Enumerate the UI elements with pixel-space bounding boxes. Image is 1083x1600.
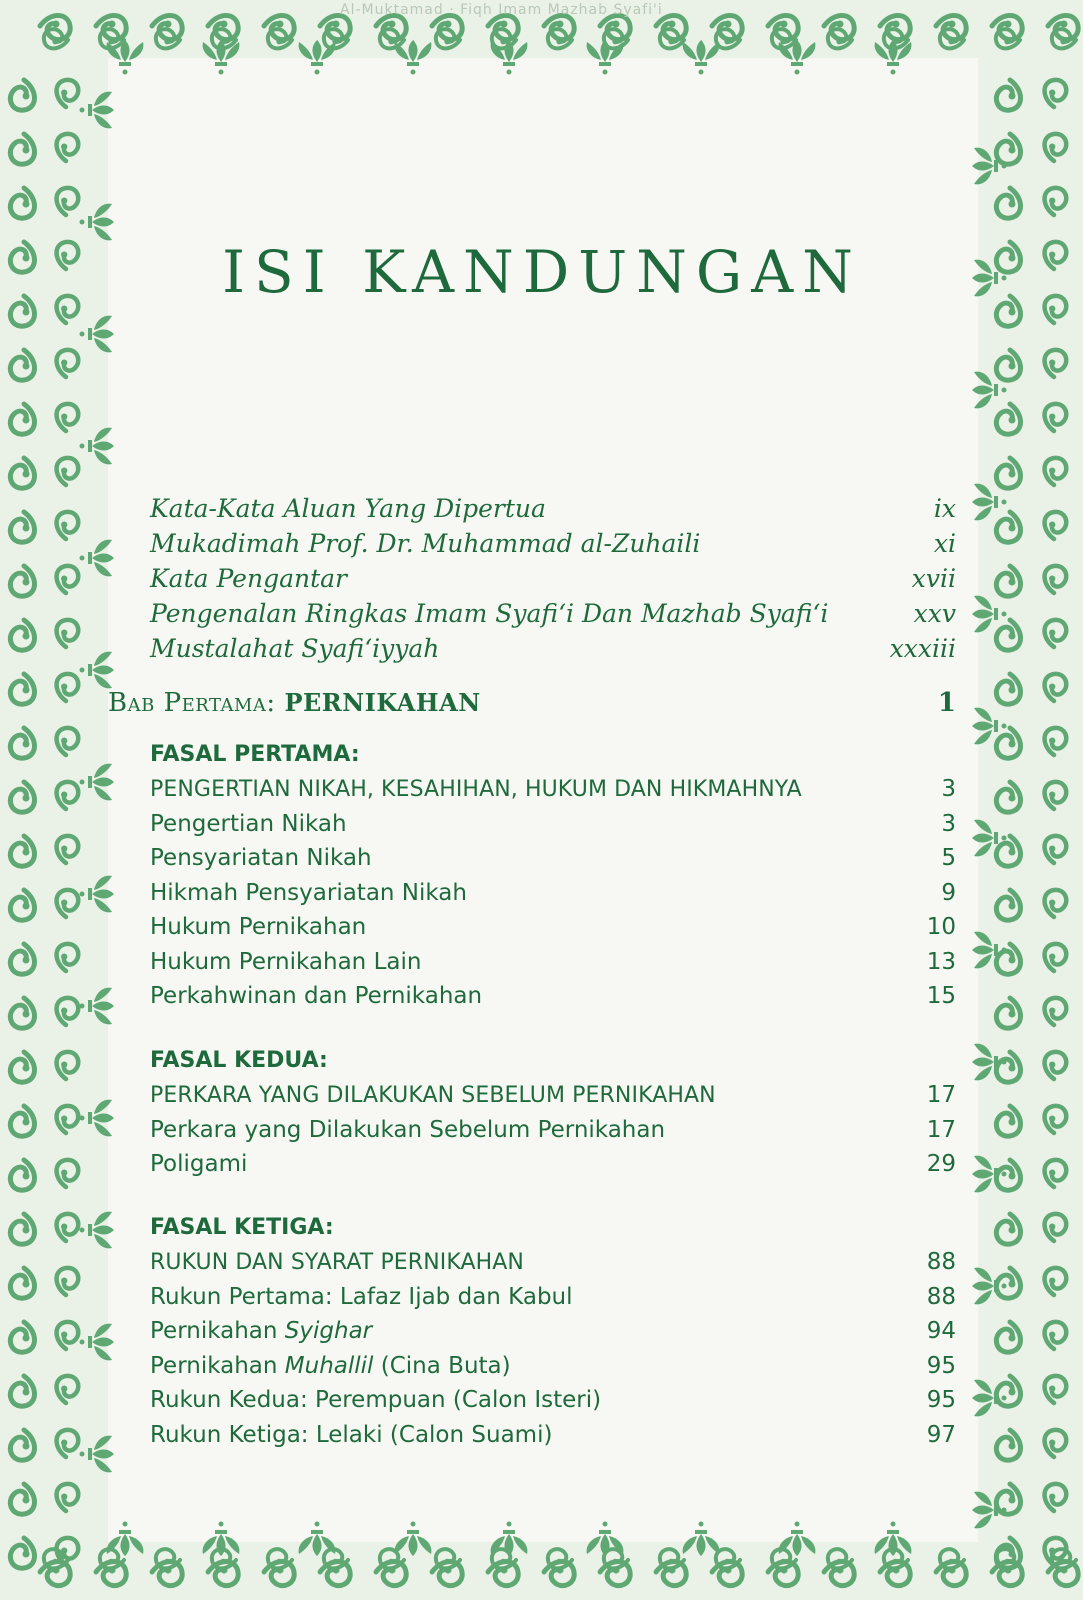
toc-entry-label (150, 979, 482, 1014)
toc-entry[interactable] (150, 807, 956, 842)
toc-entry-page: 29 (926, 1151, 956, 1177)
toc-entry-page: 9 (941, 879, 956, 906)
toc-section (150, 738, 956, 1014)
toc-section (150, 1044, 956, 1182)
toc-entry-text: Perkara yang Dilakukan Sebelum Pernikahan (150, 1116, 666, 1143)
toc-entry-label (150, 1280, 573, 1315)
toc-entry-page: ix (933, 494, 956, 523)
toc-entry-page: 95 (926, 1352, 956, 1379)
toc-entry-page: 3 (941, 776, 956, 802)
section-heading: FASAL KEDUA: (150, 1048, 328, 1073)
toc-entry[interactable] (150, 564, 956, 599)
toc-entry[interactable] (150, 979, 956, 1014)
toc-entry[interactable] (150, 1349, 956, 1384)
toc-entry-page: 94 (926, 1318, 956, 1344)
toc-entry-text: Pernikahan (150, 1352, 285, 1379)
toc-entry-label (150, 1113, 665, 1148)
toc-entry[interactable] (150, 1418, 956, 1453)
toc-entry-text: Rukun Kedua: Perempuan (Calon Isteri) (150, 1387, 602, 1413)
toc-entry-page: 88 (926, 1249, 956, 1275)
toc-entry[interactable] (150, 1314, 956, 1349)
toc-entry-page: xvii (911, 564, 956, 593)
toc-entry-page: xi (933, 529, 956, 558)
toc-entry-text: Pengertian Nikah (150, 810, 347, 837)
toc-entry-page: 17 (926, 1082, 956, 1108)
toc-entry-label (150, 1418, 552, 1453)
toc-entry[interactable] (150, 876, 956, 911)
page-title: ISI KANDUNGAN (222, 238, 862, 306)
toc-entry-label: Kata Pengantar (150, 564, 347, 593)
toc-entry-label (150, 773, 802, 808)
toc-entry-label (150, 945, 421, 980)
chapter-prefix: Bab Pertama: (108, 688, 276, 718)
toc-entry-page: 88 (926, 1283, 956, 1310)
toc-entry-label: Mukadimah Prof. Dr. Muhammad al-Zuhaili (150, 529, 701, 558)
toc-entry-text: PERKARA YANG DILAKUKAN SEBELUM PERNIKAHAN (150, 1083, 716, 1108)
toc-entry[interactable] (150, 1147, 956, 1182)
toc-entry-page: xxv (913, 599, 956, 628)
toc-entry[interactable] (150, 1245, 956, 1280)
toc-entry-label (150, 876, 467, 911)
toc-entry-page: 15 (926, 983, 956, 1009)
toc-entry[interactable] (150, 1078, 956, 1113)
toc-entry-label: Mustalahat Syafi‘iyyah (150, 634, 440, 663)
toc-entry-page: 17 (926, 1116, 956, 1143)
toc-entry-text-suffix: (Cina Buta) (373, 1352, 511, 1379)
toc-entry-text: Perkahwinan dan Pernikahan (150, 983, 483, 1009)
toc-entry-page: 10 (926, 914, 956, 940)
toc-entry-label (150, 807, 347, 842)
toc-section (150, 1211, 956, 1452)
toc-entry-label (150, 1246, 524, 1281)
toc-entry-text: Pensyariatan Nikah (150, 845, 372, 871)
toc-entry-label: Kata-Kata Aluan Yang Dipertua (150, 494, 546, 523)
toc-entry-italic-term: Muhallil (284, 1352, 374, 1379)
toc-entry[interactable] (150, 494, 956, 529)
toc-entry[interactable] (150, 910, 956, 945)
toc-entry-text: Rukun Pertama: Lafaz Ijab dan Kabul (150, 1283, 573, 1310)
section-heading: FASAL KETIGA: (150, 1215, 334, 1240)
toc-entry[interactable] (150, 1280, 956, 1315)
chapter-label (108, 688, 481, 718)
toc-entry-page: xxxiii (889, 634, 956, 663)
toc-entry-italic-term: Syighar (284, 1318, 373, 1344)
chapter-heading[interactable] (108, 688, 956, 718)
toc-entry-label (150, 1349, 511, 1384)
toc-entry-label (150, 1314, 372, 1349)
toc-entry-text: Pernikahan (150, 1318, 285, 1344)
toc-entry-label (150, 841, 372, 876)
toc-entry[interactable] (150, 772, 956, 807)
toc-entry-label (150, 1079, 716, 1114)
toc-entry-label (150, 910, 366, 945)
toc-entry[interactable] (150, 1113, 956, 1148)
toc-entry-page: 97 (926, 1421, 956, 1448)
toc-entry-text: Hukum Pernikahan (150, 914, 367, 940)
toc-entry[interactable] (150, 945, 956, 980)
toc-entry-page: 13 (926, 948, 956, 975)
toc-entry-label (150, 1147, 247, 1182)
toc-entry-text: Rukun Ketiga: Lelaki (Calon Suami) (150, 1421, 553, 1448)
front-matter-list (150, 494, 956, 669)
toc-entry-text: Hikmah Pensyariatan Nikah (150, 879, 467, 906)
toc-entry[interactable] (150, 599, 956, 634)
toc-entry-text: Hukum Pernikahan Lain (150, 948, 422, 975)
toc-entry[interactable] (150, 634, 956, 669)
running-header: Al-Muktamad · Fiqh Imam Mazhab Syafi'i (340, 2, 663, 18)
toc-entry[interactable] (150, 841, 956, 876)
toc-entry-label: Pengenalan Ringkas Imam Syafi‘i Dan Mazhab Syafi‘i (150, 599, 829, 628)
toc-entry-text: PENGERTIAN NIKAH, KESAHIHAN, HUKUM DAN HIKMAHNYA (150, 777, 802, 802)
chapter-name: PERNIKAHAN (284, 688, 481, 717)
toc-entry-label (150, 1383, 601, 1418)
toc-entry[interactable] (150, 1383, 956, 1418)
toc-entry-page: 95 (926, 1387, 956, 1413)
section-heading: FASAL PERTAMA: (150, 742, 360, 767)
toc-entry-text: RUKUN DAN SYARAT PERNIKAHAN (150, 1250, 524, 1275)
toc-entry-page: 3 (941, 810, 956, 837)
toc-entry[interactable] (150, 529, 956, 564)
chapter-page: 1 (937, 688, 956, 718)
toc-entry-page: 5 (941, 845, 956, 871)
toc-entry-text: Poligami (150, 1151, 248, 1177)
